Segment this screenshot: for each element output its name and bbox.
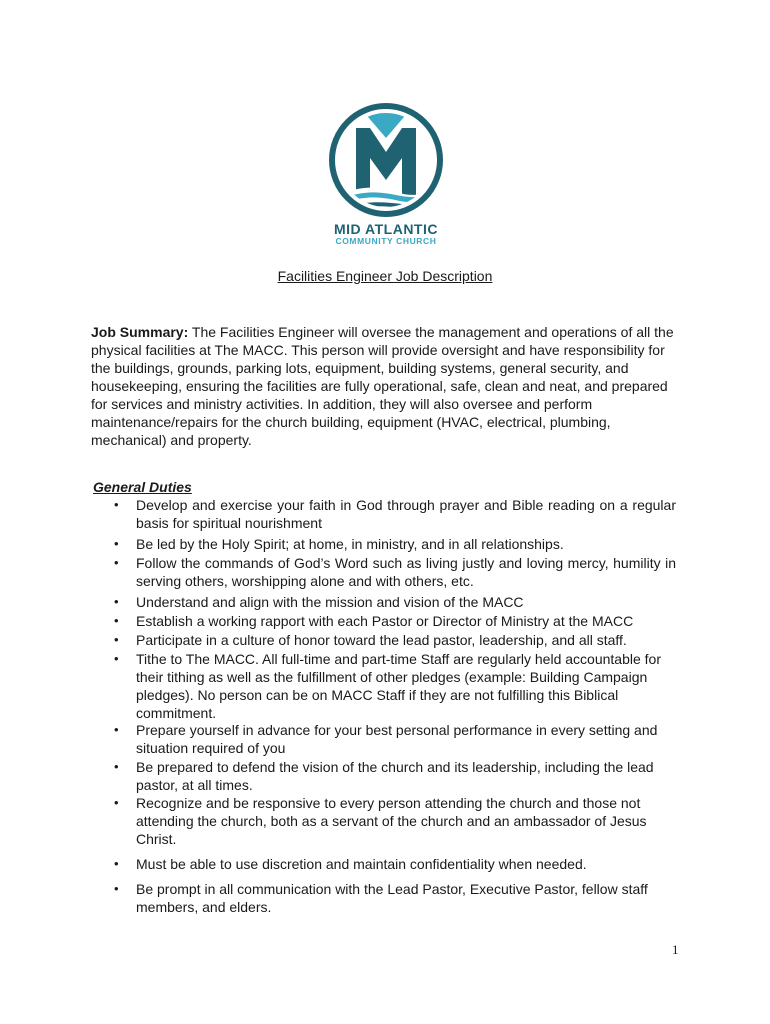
duty-item: • Must be able to use discretion and maintain confidentiality when needed. xyxy=(114,856,587,872)
duty-item: • Be prompt in all communication with the Lead Pastor, Executive Pastor, fellow staff members, and elders. xyxy=(114,881,648,915)
bullet-icon: • xyxy=(114,613,119,628)
job-summary-text: The Facilities Engineer will oversee the management and operations of all the physical facilities at The MACC. This person will provide oversight and have responsibility for the buildings, grounds, parking lots, equipment, building systems, general security, and housekeeping, ensuring the facilities are fully operational, safe, clean and neat, and prepared for services and ministry activities. In addition, they will also oversee and perform maintenance/repairs for the church building, equipment (HVAC, electrical, plumbing, mechanical) and property. xyxy=(91,324,674,448)
general-duties-heading: General Duties xyxy=(93,479,192,495)
job-summary-label: Job Summary: xyxy=(91,324,189,340)
bullet-icon: • xyxy=(114,795,119,810)
duty-item: • Tithe to The MACC. All full-time and part-time Staff are regularly held accountable for their tithing as well as the fulfillment of other pledges (example: Building Campaign pledges). No person can be on MACC Staff if they are not fulfilling this Biblical commitment. xyxy=(114,651,661,721)
logo-emblem xyxy=(326,100,446,220)
job-summary xyxy=(91,323,686,449)
page-title: Facilities Engineer Job Description xyxy=(277,268,493,284)
duty-item: • Be prepared to defend the vision of the church and its leadership, including the lead pastor, at all times. xyxy=(114,759,654,793)
bullet-icon: • xyxy=(114,632,119,647)
duty-item: • Prepare yourself in advance for your best personal performance in every setting and situation required of you xyxy=(114,722,658,756)
duty-item: • Be led by the Holy Spirit; at home, in ministry, and in all relationships. xyxy=(114,536,564,552)
logo-name: MID ATLANTIC xyxy=(334,221,438,237)
bullet-icon: • xyxy=(114,536,119,551)
duty-item: • Follow the commands of God’s Word such as living justly and loving mercy, humility in serving others, worshipping alone and with others, etc. xyxy=(114,555,676,589)
bullet-icon: • xyxy=(114,555,119,570)
duty-item: • Recognize and be responsive to every person attending the church and those not attending the church, both as a servant of the church and an ambassador of Jesus Christ. xyxy=(114,795,647,847)
page-number: 1 xyxy=(672,942,679,957)
bullet-icon: • xyxy=(114,497,119,512)
bullet-icon: • xyxy=(114,881,119,896)
duty-item: • Develop and exercise your faith in God through prayer and Bible reading on a regular basis for spiritual nourishment xyxy=(114,497,676,531)
duty-item: • Establish a working rapport with each Pastor or Director of Ministry at the MACC xyxy=(114,613,634,629)
bullet-icon: • xyxy=(114,594,119,609)
bullet-icon: • xyxy=(114,856,119,871)
bullet-icon: • xyxy=(114,651,119,666)
logo-subtitle: COMMUNITY CHURCH xyxy=(335,236,437,246)
bullet-icon: • xyxy=(114,759,119,774)
bullet-icon: • xyxy=(114,722,119,737)
duty-item: • Participate in a culture of honor toward the lead pastor, leadership, and all staff. xyxy=(114,632,627,648)
duty-item: • Understand and align with the mission and vision of the MACC xyxy=(114,594,524,610)
